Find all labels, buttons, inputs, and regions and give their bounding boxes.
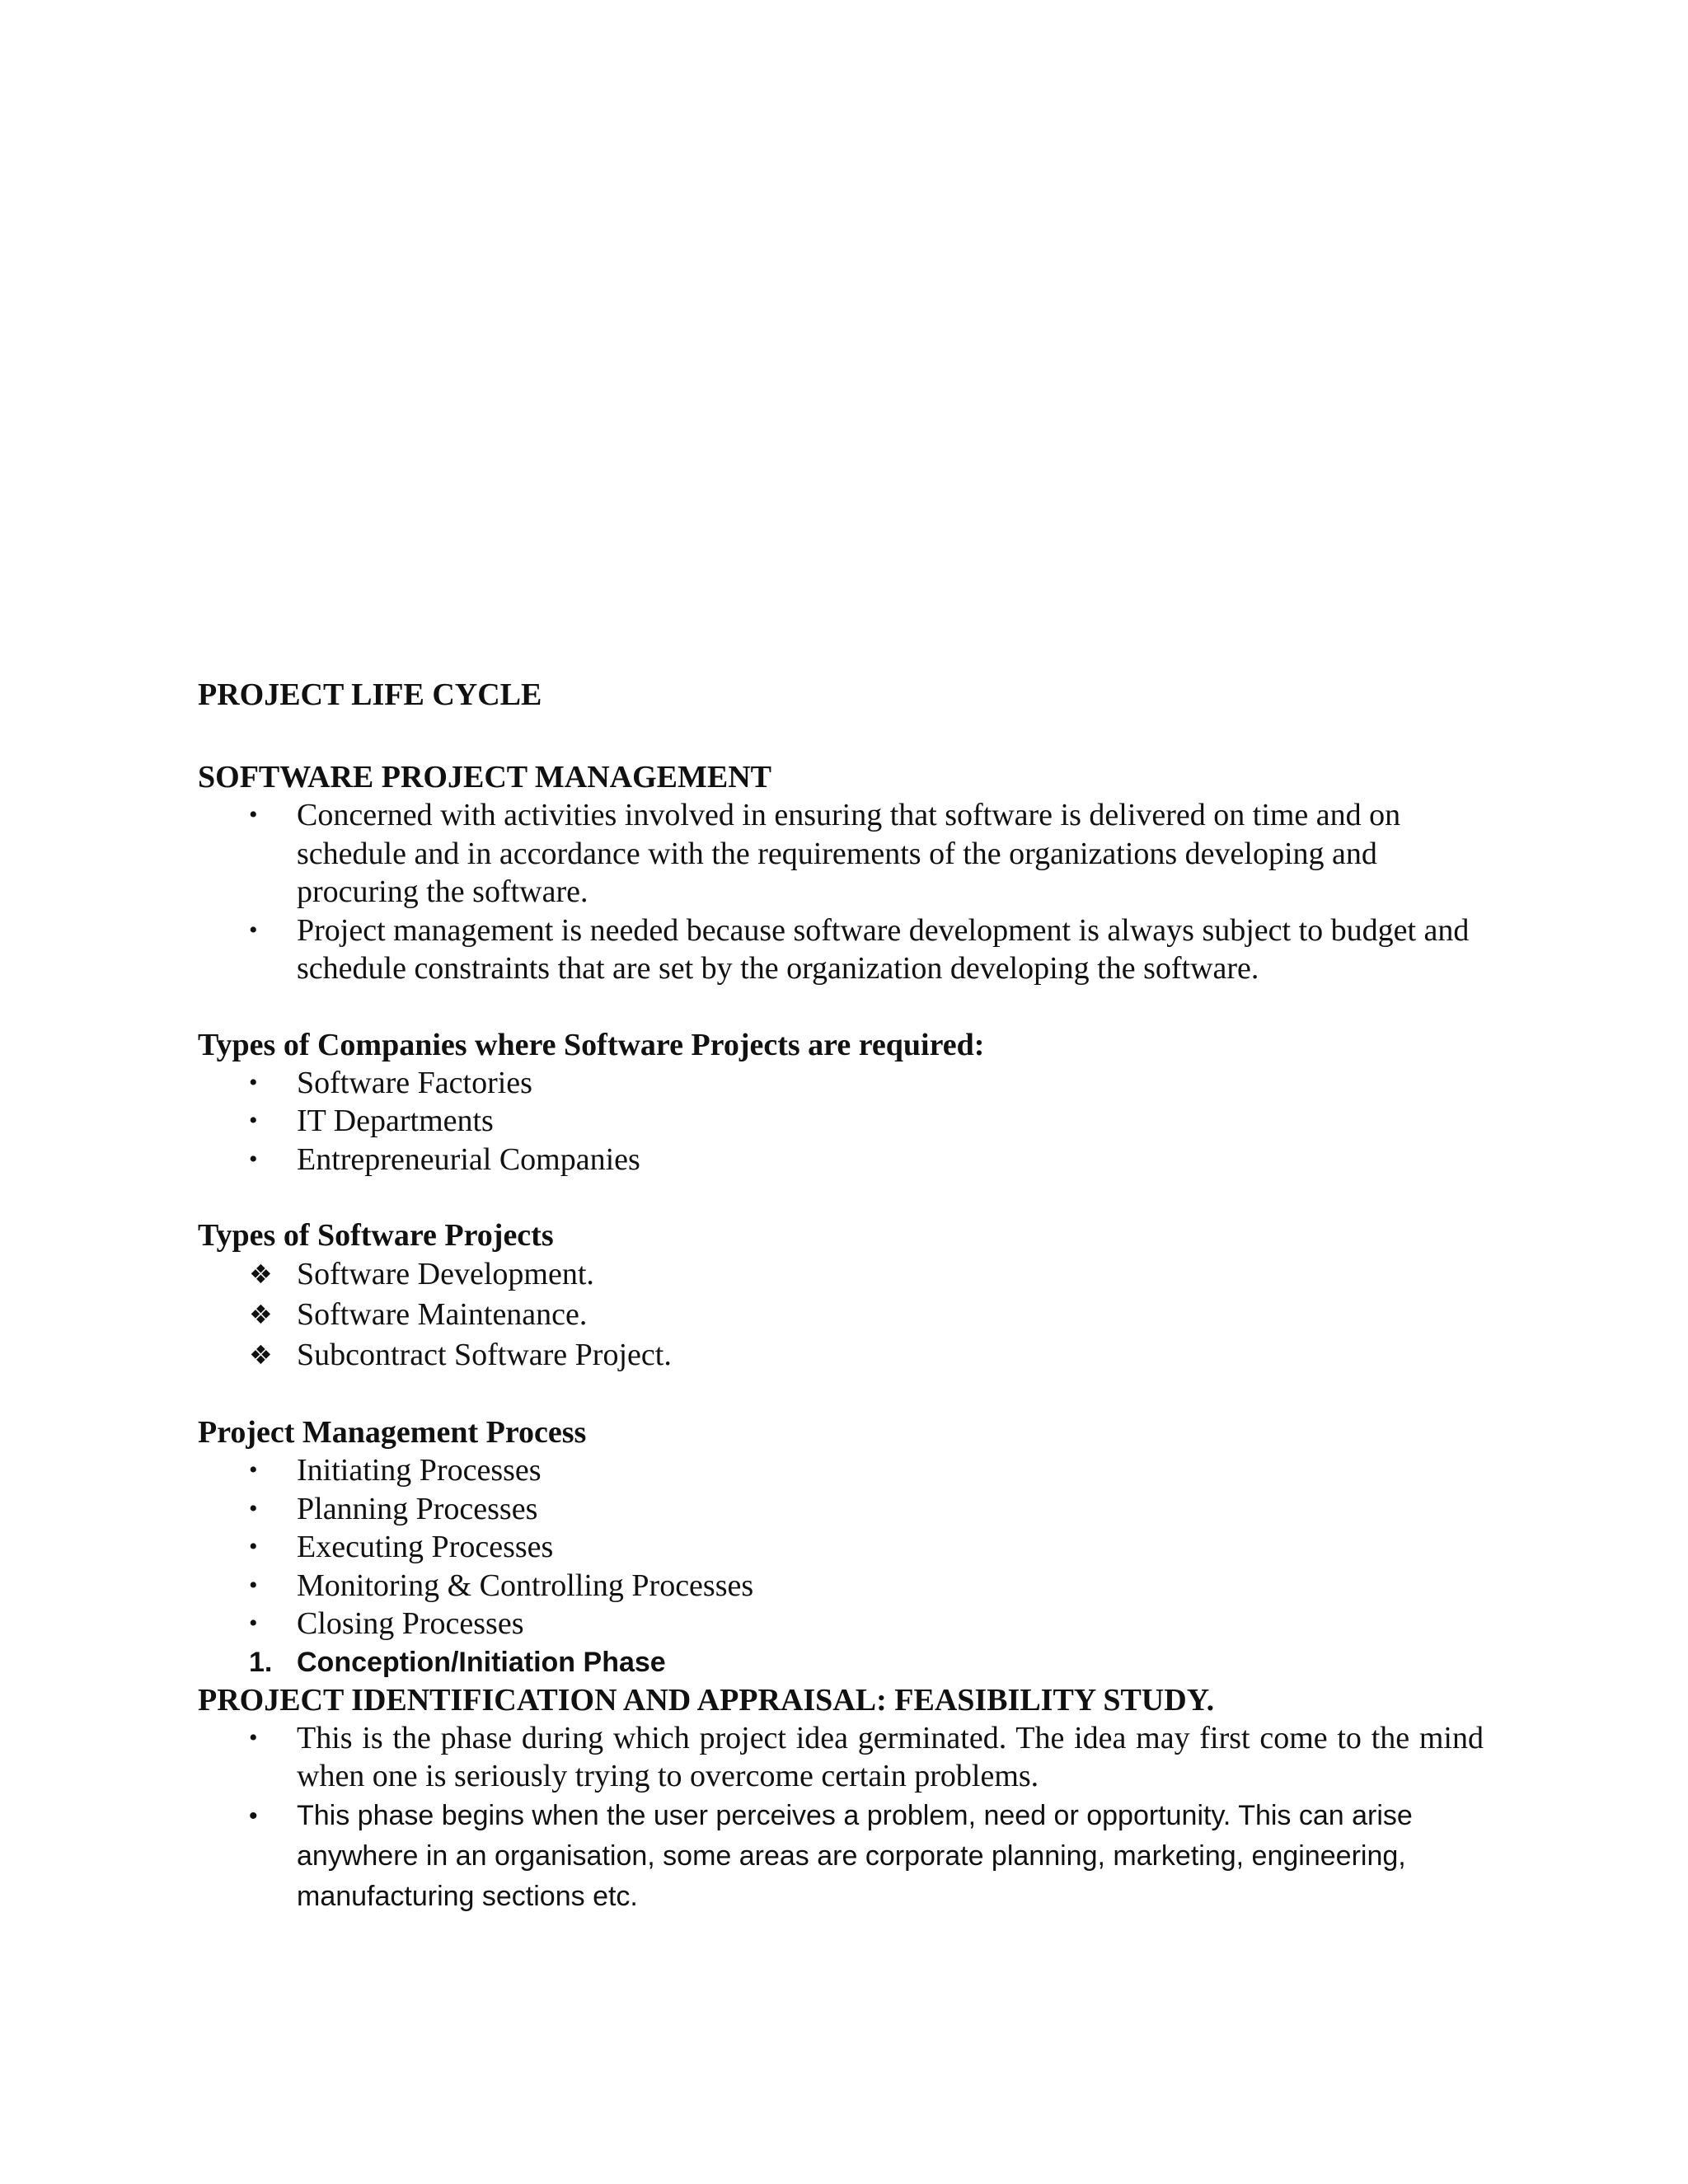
list-item: ❖ Software Development.: [198, 1254, 1484, 1295]
list-item: • Initiating Processes: [198, 1451, 1484, 1490]
bullet-icon: •: [249, 1107, 258, 1134]
bullet-icon: •: [249, 1610, 258, 1637]
list-item: • IT Departments: [198, 1102, 1484, 1141]
list-item: ❖ Software Maintenance.: [198, 1295, 1484, 1335]
list-item: • Entrepreneurial Companies: [198, 1141, 1484, 1179]
document-content: [198, 676, 1484, 1917]
spm-list: [198, 796, 1484, 988]
companies-heading: Types of Companies where Software Projects are required:: [198, 1027, 985, 1062]
list-item: ❖ Subcontract Software Project.: [198, 1335, 1484, 1376]
bullet-icon: •: [249, 1533, 258, 1560]
feasibility-list-2: [198, 1796, 1484, 1917]
bullet-icon: •: [249, 916, 258, 944]
project-types-heading: Types of Software Projects: [198, 1218, 554, 1253]
bullet-icon: •: [249, 1723, 258, 1751]
diamond-bullet-icon: ❖: [249, 1258, 273, 1290]
list-item: • Project management is needed because software development is always subject to budget and schedule constraints that are set by the organization developing the software.: [249, 912, 1470, 986]
list-item: • Monitoring & Controlling Processes: [198, 1567, 1484, 1605]
bullet-icon: •: [249, 1494, 258, 1522]
document-title: PROJECT LIFE CYCLE: [198, 677, 542, 712]
bullet-icon: •: [249, 1802, 258, 1830]
bullet-icon: •: [249, 801, 258, 828]
list-item: • Software Factories: [198, 1064, 1484, 1103]
list-item: • Executing Processes: [198, 1528, 1484, 1567]
list-item: • Planning Processes: [198, 1490, 1484, 1529]
pm-process-list: [198, 1451, 1484, 1643]
bullet-icon: •: [249, 1145, 258, 1173]
spm-heading: SOFTWARE PROJECT MANAGEMENT: [198, 760, 772, 794]
feasibility-heading: PROJECT IDENTIFICATION AND APPRAISAL: FEASIBILITY STUDY.: [198, 1682, 1215, 1718]
phase-list: [198, 1643, 1484, 1681]
bullet-icon: •: [249, 1068, 258, 1096]
list-item: • This phase begins when the user perceives a problem, need or opportunity. This can arise anywhere in an organisation, some areas are corporate planning, marketing, engineering, manufacturing sections etc.: [198, 1796, 1484, 1917]
diamond-bullet-icon: ❖: [249, 1339, 273, 1371]
list-item: • Closing Processes: [198, 1605, 1484, 1643]
diamond-bullet-icon: ❖: [249, 1299, 273, 1330]
bullet-icon: •: [249, 1456, 258, 1483]
list-item: • This is the phase during which project idea germinated. The idea may first come to the mind when one is seriously trying to overcome certain problems.: [249, 1720, 1484, 1793]
feasibility-list: [198, 1719, 1484, 1796]
companies-list: [198, 1064, 1484, 1179]
bullet-icon: •: [249, 1571, 258, 1599]
list-item: 1. Conception/Initiation Phase: [198, 1643, 1484, 1681]
project-types-list: [198, 1254, 1484, 1376]
pm-process-heading: Project Management Process: [198, 1415, 587, 1450]
list-number: 1.: [249, 1646, 273, 1678]
list-item: • Concerned with activities involved in ensuring that software is delivered on time and on schedule and in accordance with the requirements of the organizations developing and procuring the software.: [249, 798, 1401, 909]
